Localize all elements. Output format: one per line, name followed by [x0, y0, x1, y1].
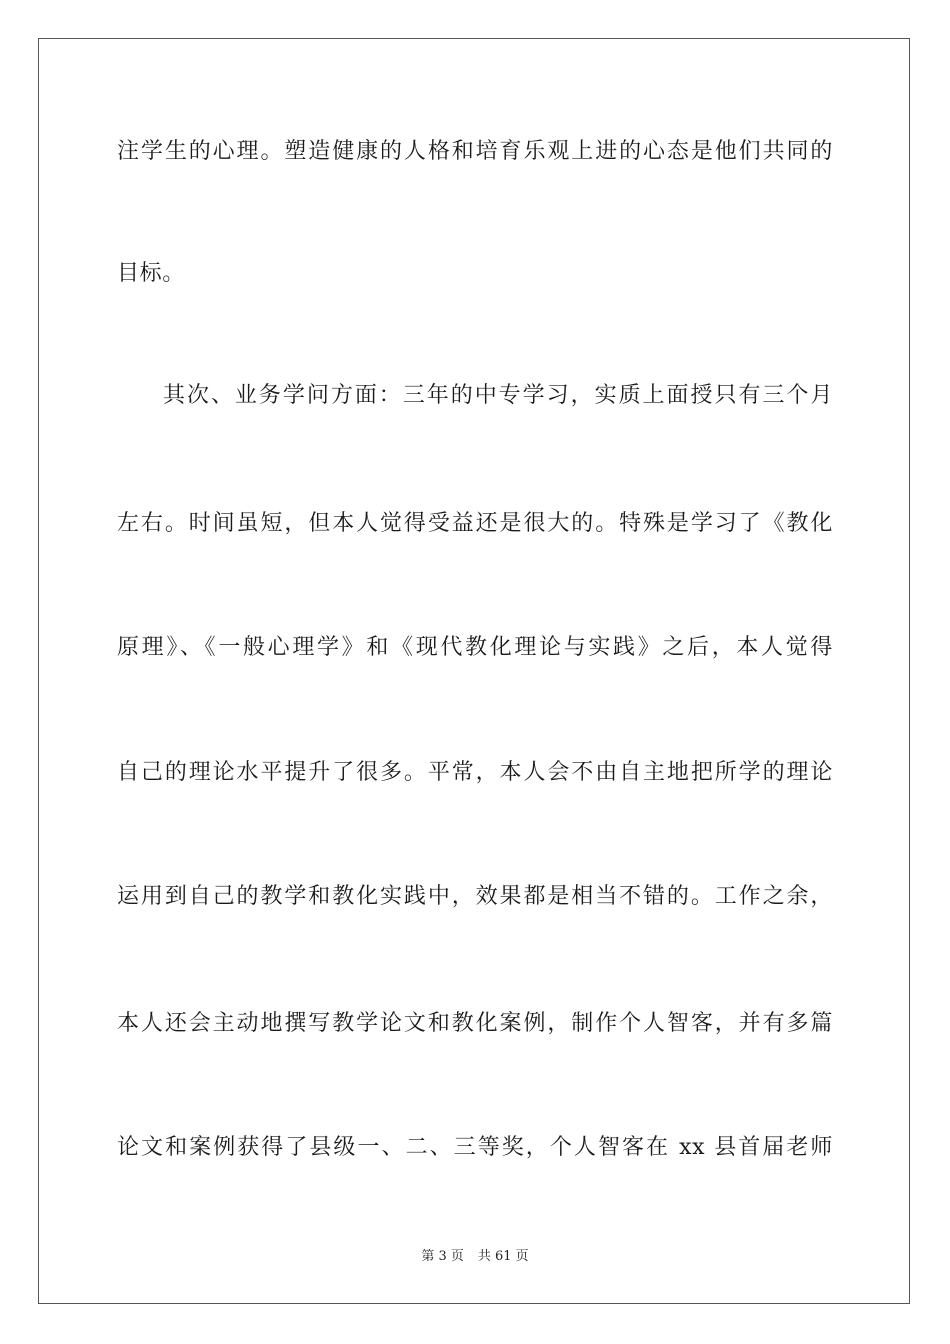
text-line: 自己的理论水平提升了很多。平常，本人会不由自主地把所学的理论	[117, 760, 833, 785]
page-border	[38, 38, 910, 1304]
text-line: 原理》、《一般心理学》和《现代教化理论与实践》之后，本人觉得	[117, 635, 833, 660]
text-line: 左右。时间虽短，但本人觉得受益还是很大的。特殊是学习了《教化	[117, 511, 833, 536]
page-footer	[0, 1248, 950, 1266]
text-line: 本人还会主动地撰写教学论文和教化案例，制作个人智客，并有多篇	[117, 1011, 833, 1036]
text-line: 运用到自己的教学和教化实践中，效果都是相当不错的。工作之余，	[117, 884, 833, 909]
page-number: 第 3 页	[421, 1249, 464, 1264]
text-line: 注学生的心理。塑造健康的人格和培育乐观上进的心态是他们共同的	[117, 139, 833, 164]
text-line: 目标。	[117, 261, 185, 286]
text-line: 论文和案例获得了县级一、二、三等奖，个人智客在 xx 县首届老师	[117, 1135, 833, 1160]
page-total: 共 61 页	[477, 1249, 529, 1264]
paragraph-first-line: 其次、业务学问方面：三年的中专学习，实质上面授只有三个月	[163, 383, 833, 408]
